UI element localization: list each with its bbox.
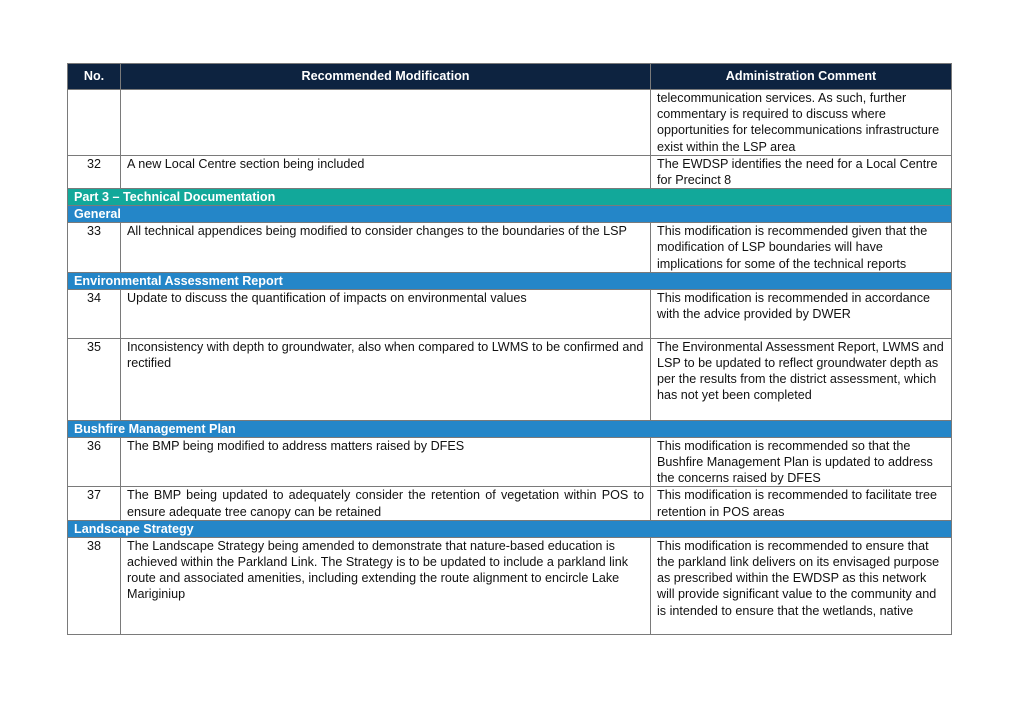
- row-comment: This modification is recommended to ensure that the parkland link delivers on its envisaged purpose as prescribed within the EWDSP as this network will provide significant value to the community and is intended to ensure that the wetlands, native: [651, 537, 952, 634]
- row-number: [68, 90, 121, 156]
- row-comment: This modification is recommended in accordance with the advice provided by DWER: [651, 289, 952, 338]
- table-row: [68, 90, 952, 156]
- table-row: [68, 338, 952, 420]
- section-title: Part 3 – Technical Documentation: [68, 189, 952, 206]
- row-number: 32: [68, 155, 121, 188]
- section-title: General: [68, 206, 952, 223]
- row-modification: The Landscape Strategy being amended to demonstrate that nature-based education is achieved within the Parkland Link. The Strategy is to be updated to include a parkland link route and associated amenities, including extending the route alignment to encircle Lake Mariginiup: [121, 537, 651, 634]
- row-modification: The BMP being updated to adequately consider the retention of vegetation within POS to ensure adequate tree canopy can be retained: [121, 487, 651, 520]
- row-comment: This modification is recommended so that the Bushfire Management Plan is updated to address the concerns raised by DFES: [651, 437, 952, 487]
- modifications-table: [67, 63, 952, 635]
- row-number: 36: [68, 437, 121, 487]
- section-row-general: [68, 206, 952, 223]
- row-comment: This modification is recommended to facilitate tree retention in POS areas: [651, 487, 952, 520]
- row-modification: The BMP being modified to address matters raised by DFES: [121, 437, 651, 487]
- table-row: [68, 437, 952, 487]
- row-number: 37: [68, 487, 121, 520]
- section-title: Landscape Strategy: [68, 520, 952, 537]
- row-number: 33: [68, 223, 121, 273]
- row-modification: [121, 90, 651, 156]
- row-comment: The Environmental Assessment Report, LWMS and LSP to be updated to reflect groundwater depth as per the results from the district assessment, which has not yet been completed: [651, 338, 952, 420]
- row-number: 38: [68, 537, 121, 634]
- section-row-landscape: [68, 520, 952, 537]
- row-comment: This modification is recommended given that the modification of LSP boundaries will have implications for some of the technical reports: [651, 223, 952, 273]
- header-no: No.: [68, 64, 121, 90]
- table-row: [68, 223, 952, 273]
- section-row-environmental: [68, 272, 952, 289]
- header-comment: Administration Comment: [651, 64, 952, 90]
- row-number: 35: [68, 338, 121, 420]
- row-modification: All technical appendices being modified to consider changes to the boundaries of the LSP: [121, 223, 651, 273]
- header-row: [68, 64, 952, 90]
- table-row: [68, 289, 952, 338]
- table-row: [68, 537, 952, 634]
- row-comment: The EWDSP identifies the need for a Local Centre for Precinct 8: [651, 155, 952, 188]
- table-row: [68, 155, 952, 188]
- row-modification: A new Local Centre section being included: [121, 155, 651, 188]
- row-modification: Inconsistency with depth to groundwater, also when compared to LWMS to be confirmed and rectified: [121, 338, 651, 420]
- row-modification: Update to discuss the quantification of impacts on environmental values: [121, 289, 651, 338]
- table-row: [68, 487, 952, 520]
- row-comment: telecommunication services. As such, further commentary is required to discuss where opportunities for telecommunications infrastructure exist within the LSP area: [651, 90, 952, 156]
- row-number: 34: [68, 289, 121, 338]
- header-modification: Recommended Modification: [121, 64, 651, 90]
- section-title: Bushfire Management Plan: [68, 420, 952, 437]
- section-title: Environmental Assessment Report: [68, 272, 952, 289]
- section-row-bushfire: [68, 420, 952, 437]
- section-row-part-3: [68, 189, 952, 206]
